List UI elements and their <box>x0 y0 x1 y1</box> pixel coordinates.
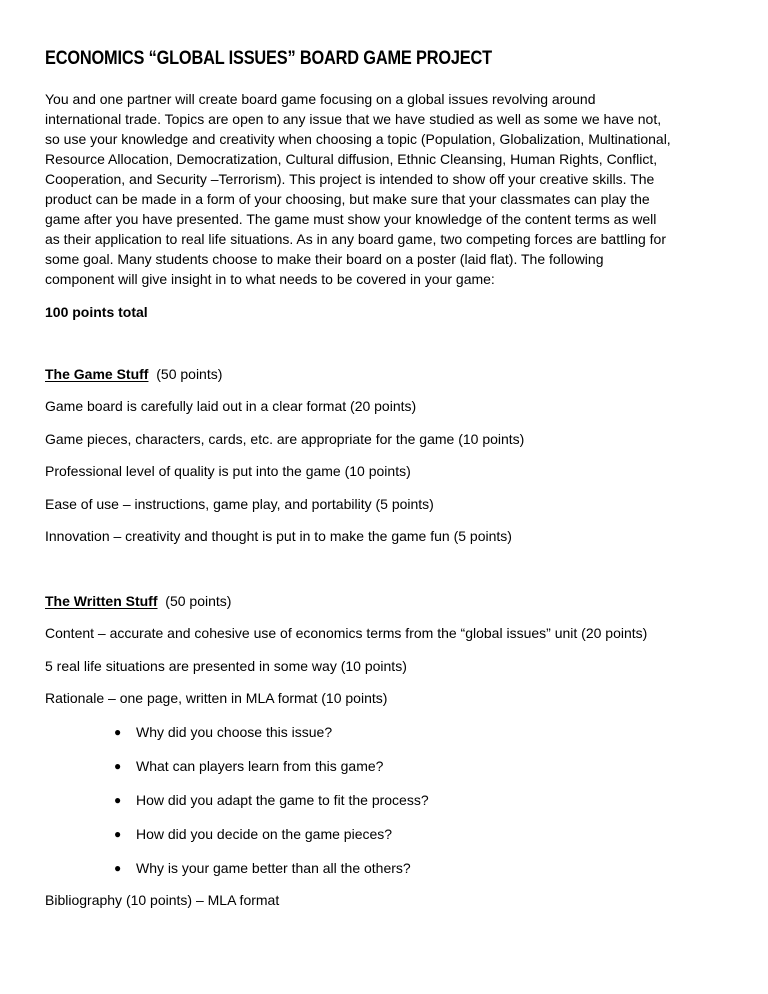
rationale-bullet-text: How did you adapt the game to fit the process? <box>136 792 429 809</box>
intro-line: some goal. Many students choose to make their board on a poster (laid flat). The following <box>45 251 604 267</box>
rationale-bullet-list <box>45 722 725 878</box>
bullet-dot-icon: ● <box>114 861 122 876</box>
rationale-bullet <box>45 858 725 878</box>
written-stuff-item: Rationale – one page, written in MLA format (10 points) <box>45 690 388 707</box>
game-stuff-item: Innovation – creativity and thought is put in to make the game fun (5 points) <box>45 527 512 544</box>
bibliography-item: Bibliography (10 points) – MLA format <box>45 892 280 909</box>
game-stuff-item: Ease of use – instructions, game play, and portability (5 points) <box>45 495 434 512</box>
written-stuff-section <box>45 591 725 910</box>
written-stuff-heading <box>45 591 725 611</box>
document-page <box>45 44 725 322</box>
bullet-dot-icon: ● <box>114 827 122 842</box>
intro-paragraph <box>45 89 725 289</box>
rationale-bullet <box>45 722 725 742</box>
game-stuff-points: (50 points) <box>156 366 223 382</box>
intro-line: international trade. Topics are open to any issue that we have studied as well as some we have not, <box>45 111 662 127</box>
game-stuff-item: Game pieces, characters, cards, etc. are appropriate for the game (10 points) <box>45 430 525 447</box>
intro-line: game after you have presented. The game must show your knowledge of the content terms as well <box>45 211 657 227</box>
game-stuff-item: Game board is carefully laid out in a clear format (20 points) <box>45 398 417 415</box>
written-stuff-item: Content – accurate and cohesive use of economics terms from the “global issues” unit (20 points) <box>45 625 648 642</box>
total-points: 100 points total <box>45 304 148 320</box>
rationale-bullet-text: How did you decide on the game pieces? <box>136 826 393 843</box>
document-title: ECONOMICS “GLOBAL ISSUES” BOARD GAME PROJECT <box>45 48 492 69</box>
intro-line: component will give insight in to what needs to be covered in your game: <box>45 271 495 287</box>
intro-line: You and one partner will create board game focusing on a global issues revolving around <box>45 91 596 107</box>
written-stuff-item: 5 real life situations are presented in some way (10 points) <box>45 657 407 674</box>
rationale-bullet-text: Why did you choose this issue? <box>136 724 333 741</box>
game-stuff-title: The Game Stuff <box>45 366 149 382</box>
game-stuff-item: Professional level of quality is put into the game (10 points) <box>45 463 411 480</box>
intro-line: Resource Allocation, Democratization, Cultural diffusion, Ethnic Cleansing, Human Rights, Conflict, <box>45 151 658 167</box>
rationale-bullet-text: What can players learn from this game? <box>136 758 384 775</box>
bullet-dot-icon: ● <box>114 725 122 740</box>
intro-line: so use your knowledge and creativity when choosing a topic (Population, Globalization, Multinational, <box>45 131 671 147</box>
bullet-dot-icon: ● <box>114 793 122 808</box>
bullet-dot-icon: ● <box>114 759 122 774</box>
intro-line: product can be made in a form of your choosing, but make sure that your classmates can play the <box>45 191 650 207</box>
written-stuff-title: The Written Stuff <box>45 593 158 609</box>
game-stuff-section <box>45 364 725 546</box>
rationale-bullet <box>45 790 725 810</box>
rationale-bullet-text: Why is your game better than all the others? <box>136 860 411 877</box>
game-stuff-heading <box>45 364 725 384</box>
written-stuff-points: (50 points) <box>165 593 232 609</box>
intro-line: Cooperation, and Security –Terrorism). This project is intended to show off your creative skills. The <box>45 171 655 187</box>
rationale-bullet <box>45 824 725 844</box>
rationale-bullet <box>45 756 725 776</box>
intro-line: as their application to real life situations. As in any board game, two competing forces are battling for <box>45 231 667 247</box>
